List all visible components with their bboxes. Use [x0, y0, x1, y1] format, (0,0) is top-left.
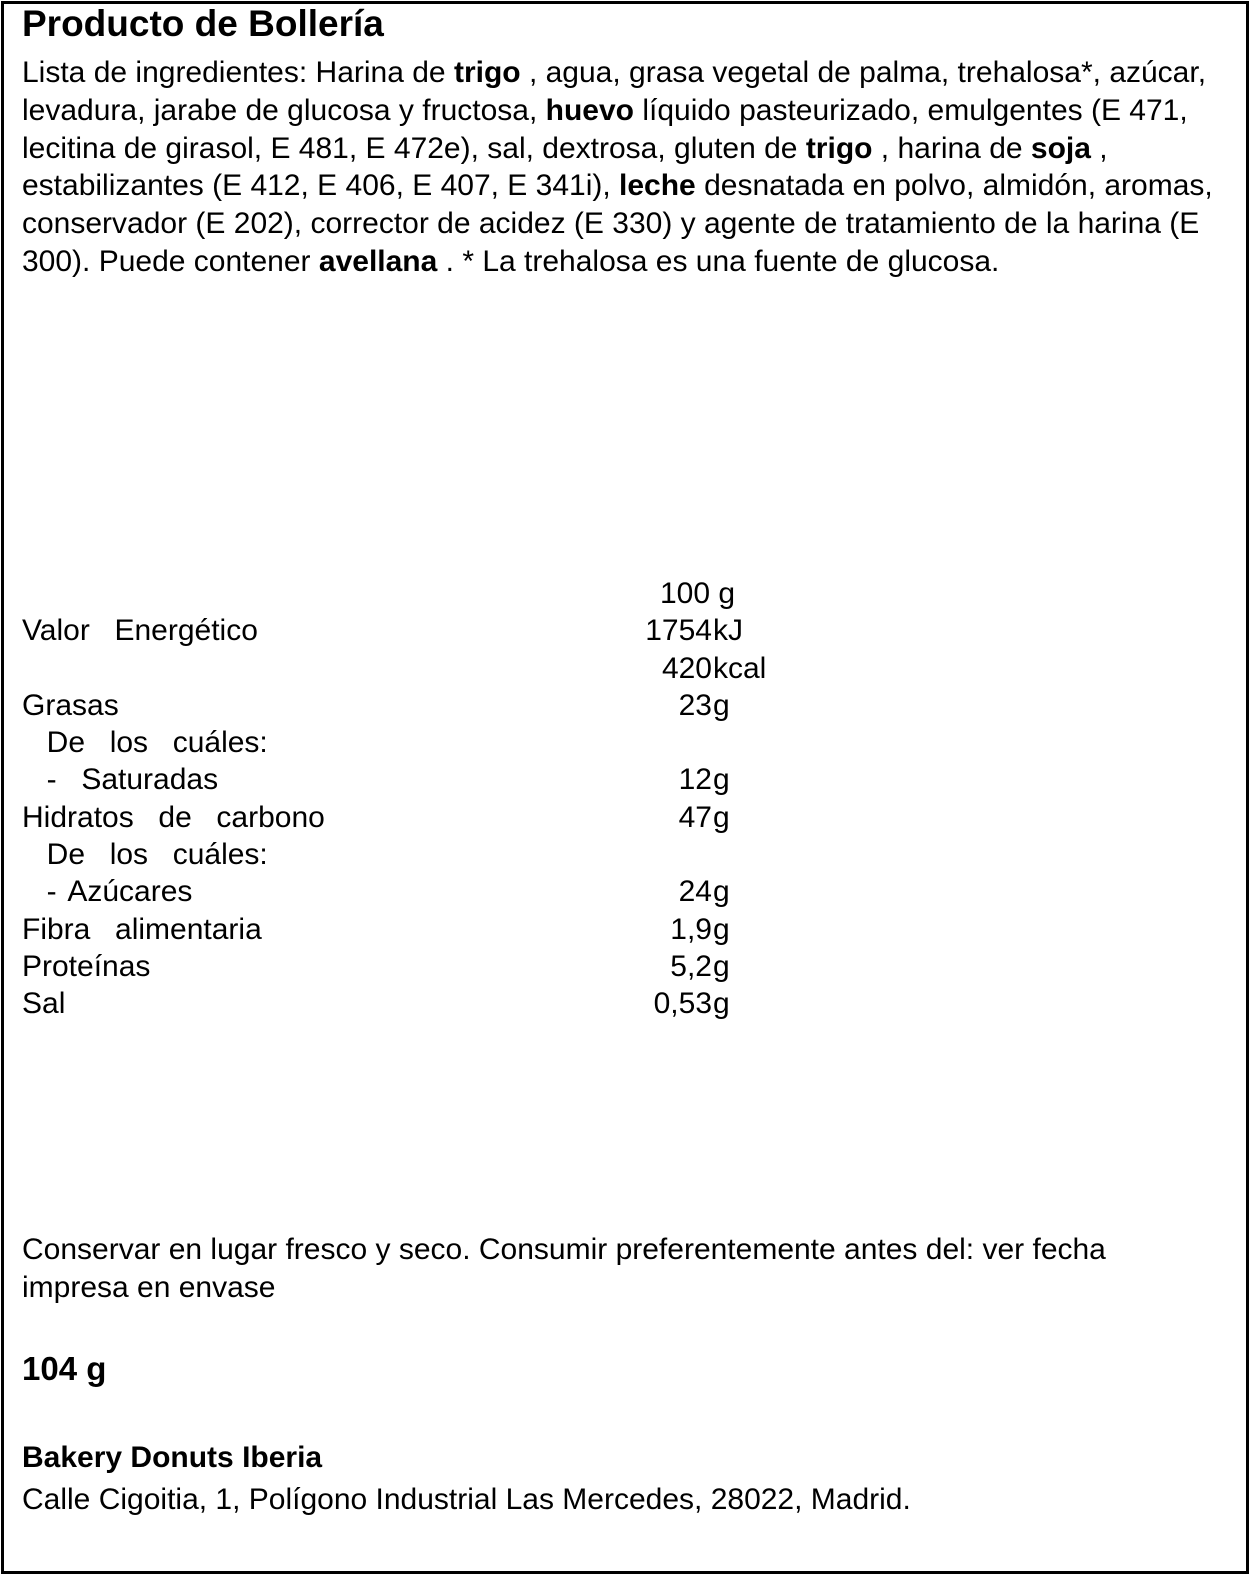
- allergen-highlight: trigo: [805, 131, 873, 165]
- allergen-highlight: avellana: [318, 244, 438, 278]
- nutrient-value: 23: [678, 688, 712, 722]
- ingredients-list: [22, 54, 1218, 281]
- nutrient-value: 0,53: [653, 987, 712, 1021]
- allergen-highlight: huevo: [545, 93, 634, 127]
- company-name: Bakery Donuts Iberia: [22, 1441, 323, 1474]
- nutrient-value: 420: [661, 651, 712, 685]
- nutrition-row: [22, 799, 1022, 836]
- nutrient-unit: g: [713, 688, 730, 722]
- nutrient-label: Proteínas: [22, 949, 151, 983]
- nutrient-unit: g: [713, 987, 730, 1021]
- nutrition-row: [22, 911, 1022, 948]
- ingredients-text: . * La trehalosa es una fuente de glucosa.: [437, 244, 1000, 278]
- nutrient-unit: g: [713, 800, 730, 834]
- ingredients-text: , estabilizantes (E 412, E 406, E 407, E 341i),: [22, 131, 1108, 203]
- nutrient-label: - Saturadas: [22, 763, 219, 797]
- nutrition-row: [22, 985, 1022, 1022]
- ingredients-text: , harina de: [872, 131, 1031, 165]
- nutrient-label: Hidratos de carbono: [22, 800, 325, 834]
- storage-instructions: Conservar en lugar fresco y seco. Consumir preferentemente antes del: ver fecha impresa en envase: [22, 1233, 1106, 1304]
- nutrient-value: 1754: [645, 614, 712, 648]
- nutrient-value: 1,9: [670, 912, 712, 946]
- nutrition-row: [22, 948, 1022, 985]
- nutrient-label: - Azúcares: [22, 875, 193, 909]
- allergen-highlight: soja: [1030, 131, 1091, 165]
- ingredients-text: desnatada en polvo, almidón, aromas, conservador (E 202), corrector de acidez (E 330) y agente de tratamiento de la harina (E 300). Puede contener: [22, 169, 1213, 278]
- nutrient-label: Sal: [22, 987, 66, 1021]
- nutrition-table: [22, 575, 1022, 1023]
- allergen-highlight: leche: [619, 169, 696, 203]
- ingredients-text: líquido pasteurizado, emulgentes (E 471, lecitina de girasol, E 481, E 472e), sal, dextrosa, gluten de: [22, 93, 1188, 165]
- nutrition-header: 100 g: [660, 577, 736, 610]
- nutrition-header-row: [22, 575, 1022, 612]
- product-title: Producto de Bollería: [22, 3, 384, 44]
- nutrition-row: [22, 836, 1022, 873]
- ingredients-text: , agua, grasa vegetal de palma, trehalosa*, azúcar, levadura, jarabe de glucosa y fructosa,: [22, 56, 1207, 127]
- nutrient-label: Grasas: [22, 688, 119, 722]
- nutrient-label: De los cuáles:: [22, 838, 268, 872]
- nutrition-row: [22, 687, 1022, 724]
- nutrient-label: Valor Energético: [22, 614, 258, 648]
- nutrient-value: 24: [678, 875, 712, 909]
- nutrition-row: [22, 724, 1022, 761]
- nutrient-unit: g: [713, 875, 730, 909]
- ingredients-text: Lista de ingredientes: Harina de: [22, 56, 454, 89]
- nutrition-row: [22, 650, 1022, 687]
- nutrition-row: [22, 761, 1022, 798]
- nutrient-unit: g: [713, 949, 730, 983]
- nutrient-unit: kJ: [713, 614, 743, 648]
- company-address: Calle Cigoitia, 1, Polígono Industrial Las Mercedes, 28022, Madrid.: [22, 1483, 911, 1516]
- nutrient-unit: g: [713, 763, 730, 797]
- nutrient-unit: g: [713, 912, 730, 946]
- nutrient-value: 5,2: [670, 949, 712, 983]
- nutrient-value: 12: [678, 763, 712, 797]
- nutrition-row: [22, 612, 1022, 649]
- allergen-highlight: trigo: [453, 56, 521, 89]
- nutrient-label: De los cuáles:: [22, 726, 268, 760]
- nutrient-unit: kcal: [713, 651, 767, 685]
- net-weight: 104 g: [22, 1350, 107, 1387]
- nutrient-value: 47: [678, 800, 712, 834]
- nutrient-label: Fibra alimentaria: [22, 912, 262, 946]
- nutrition-row: [22, 873, 1022, 910]
